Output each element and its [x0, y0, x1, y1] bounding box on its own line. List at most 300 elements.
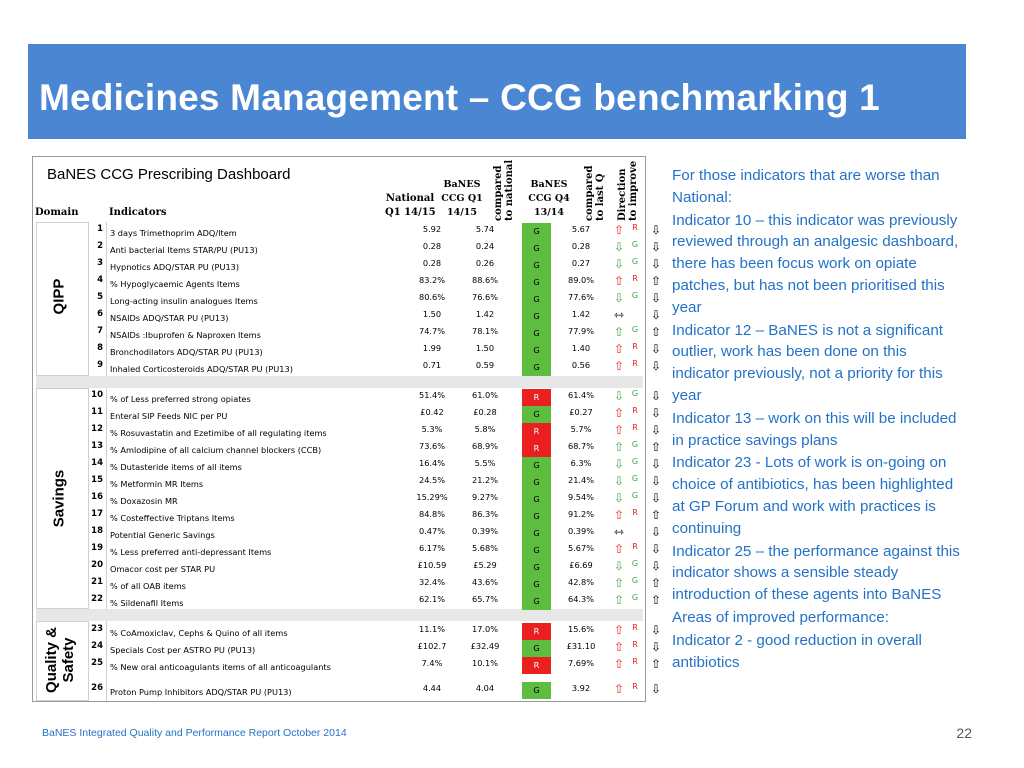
arrow-left-right-icon: ⇿	[613, 525, 625, 539]
indicator-number: 15	[91, 475, 103, 485]
header-banes-q4-line1: BaNES	[530, 179, 568, 190]
compared-last-q-flag: R	[632, 342, 638, 351]
table-row	[89, 274, 662, 291]
compared-last-q-flag: G	[631, 440, 639, 449]
banes-q1-value: 78.1%	[471, 326, 498, 336]
arrow-left-right-icon: ⇿	[613, 308, 625, 322]
arrow-up-icon: ⇧	[613, 682, 625, 696]
compared-last-q-flag: G	[631, 593, 639, 602]
banes-q4-value: 3.92	[571, 683, 591, 693]
header-banes-q4	[527, 178, 571, 220]
compared-last-q-flag: G	[631, 257, 639, 266]
banes-q1-value: 5.8%	[474, 424, 496, 434]
indicator-name: Hypnotics ADQ/STAR PU (PU13)	[110, 262, 240, 272]
indicator-name: % Amlodipine of all calcium channel blockers (CCB)	[110, 445, 322, 455]
table-row	[89, 474, 662, 491]
national-value: 73.6%	[418, 441, 445, 451]
title-banner	[28, 44, 966, 139]
banes-q1-value: 0.24	[475, 241, 495, 251]
header-compared-last-q-line2: to last Q	[595, 173, 606, 221]
compared-last-q-flag: G	[631, 291, 639, 300]
arrow-down-icon: ⇩	[613, 240, 625, 254]
banes-q4-value: 5.7%	[570, 424, 592, 434]
commentary-item: Indicator 2 - good reduction in overall antibiotics	[672, 631, 922, 671]
header-national	[385, 192, 435, 220]
banes-q4-value: £6.69	[569, 560, 593, 570]
table-row	[89, 423, 662, 440]
indicator-number: 22	[91, 594, 103, 604]
section-gap	[36, 609, 643, 621]
indicator-name: % New oral anticoagulants items of all anticoagulants	[110, 662, 331, 672]
compared-last-q-flag: R	[632, 223, 638, 232]
banes-q4-value: 0.39%	[567, 526, 594, 536]
compared-national-cell: R	[522, 657, 551, 674]
banes-q1-value: £32.49	[470, 641, 500, 651]
banes-q1-value: 9.27%	[471, 492, 498, 502]
arrow-down-icon: ⇩	[650, 240, 662, 254]
table-row	[89, 491, 662, 508]
compared-national-cell: G	[522, 542, 551, 559]
header-compared-last-q	[584, 166, 606, 221]
compared-last-q-flag: R	[632, 406, 638, 415]
table-row	[89, 440, 662, 457]
indicator-name: Enteral SIP Feeds NIC per PU	[110, 411, 228, 421]
compared-last-q-flag: R	[632, 682, 638, 691]
indicator-number: 6	[97, 309, 103, 319]
compared-national-cell: G	[522, 640, 551, 657]
arrow-up-icon: ⇧	[613, 223, 625, 237]
commentary	[672, 165, 964, 674]
compared-national-cell: G	[522, 559, 551, 576]
compared-last-q-flag: R	[632, 542, 638, 551]
arrow-down-icon: ⇩	[650, 623, 662, 637]
arrow-down-icon: ⇩	[650, 359, 662, 373]
banes-q4-value: 0.28	[571, 241, 591, 251]
banes-q4-value: 5.67	[571, 224, 591, 234]
arrow-up-icon: ⇧	[613, 359, 625, 373]
compared-last-q-flag: R	[632, 423, 638, 432]
arrow-up-icon: ⇧	[613, 657, 625, 671]
indicator-name: % Dutasteride items of all items	[110, 462, 242, 472]
footer-text: BaNES Integrated Quality and Performance Report October 2014	[42, 727, 347, 739]
banes-q1-value: £0.28	[473, 407, 497, 417]
arrow-up-icon: ⇧	[650, 593, 662, 607]
arrow-down-icon: ⇩	[613, 457, 625, 471]
header-direction-line1: Direction	[617, 168, 628, 221]
national-value: 5.92	[422, 224, 442, 234]
national-value: 0.47%	[418, 526, 445, 536]
arrow-up-icon: ⇧	[613, 640, 625, 654]
national-value: 62.1%	[418, 594, 445, 604]
arrow-down-icon: ⇩	[650, 406, 662, 420]
table-row	[89, 682, 662, 699]
indicator-name: Anti bacterial Items STAR/PU (PU13)	[110, 245, 258, 255]
arrow-up-icon: ⇧	[613, 440, 625, 454]
banes-q4-value: 89.0%	[567, 275, 594, 285]
national-value: 5.3%	[421, 424, 443, 434]
indicator-name: Long-acting insulin analogues Items	[110, 296, 258, 306]
compared-last-q-flag: G	[631, 325, 639, 334]
banes-q1-value: 5.74	[475, 224, 495, 234]
banes-q1-value: 1.50	[475, 343, 495, 353]
arrow-down-icon: ⇩	[650, 342, 662, 356]
banes-q1-value: 61.0%	[471, 390, 498, 400]
national-value: 11.1%	[418, 624, 445, 634]
arrow-down-icon: ⇩	[650, 542, 662, 556]
national-value: 0.28	[422, 258, 442, 268]
indicator-number: 23	[91, 624, 103, 634]
arrow-up-icon: ⇧	[650, 440, 662, 454]
indicator-name: % Sildenafil Items	[110, 598, 184, 608]
header-banes-q4-line2: CCG Q4	[528, 193, 570, 204]
table-row	[89, 623, 662, 640]
indicator-number: 18	[91, 526, 103, 536]
arrow-up-icon: ⇧	[650, 274, 662, 288]
arrow-down-icon: ⇩	[650, 682, 662, 696]
table-row	[89, 559, 662, 576]
national-value: 4.44	[422, 683, 442, 693]
banes-q4-value: 0.27	[571, 258, 591, 268]
arrow-up-icon: ⇧	[613, 342, 625, 356]
table-row	[89, 389, 662, 406]
banes-q4-value: 42.8%	[567, 577, 594, 587]
banes-q1-value: 0.59	[475, 360, 495, 370]
header-domain: Domain	[35, 207, 79, 218]
domain-quality-line1: Quality &	[43, 627, 60, 693]
banes-q4-value: 5.67%	[567, 543, 594, 553]
table-row	[89, 325, 662, 342]
header-national-line2: Q1 14/15	[385, 207, 436, 218]
arrow-up-icon: ⇧	[613, 274, 625, 288]
banes-q4-value: 6.3%	[570, 458, 592, 468]
indicator-name: Inhaled Corticosteroids ADQ/STAR PU (PU13)	[110, 364, 293, 374]
table-row	[89, 240, 662, 257]
domain-savings-label: Savings	[50, 469, 68, 528]
indicator-number: 24	[91, 641, 103, 651]
table-row	[89, 223, 662, 240]
compared-last-q-flag: R	[632, 623, 638, 632]
indicator-number: 1	[97, 224, 103, 234]
table-row	[89, 457, 662, 474]
national-value: £10.59	[417, 560, 447, 570]
compared-national-cell: G	[522, 576, 551, 593]
banes-q1-value: 0.39%	[471, 526, 498, 536]
table-row	[89, 291, 662, 308]
arrow-down-icon: ⇩	[613, 491, 625, 505]
compared-national-cell: G	[522, 457, 551, 474]
banes-q4-value: 68.7%	[567, 441, 594, 451]
arrow-down-icon: ⇩	[613, 389, 625, 403]
arrow-up-icon: ⇧	[613, 576, 625, 590]
national-value: 80.6%	[418, 292, 445, 302]
banes-q1-value: 10.1%	[471, 658, 498, 668]
arrow-down-icon: ⇩	[650, 308, 662, 322]
table-row	[89, 257, 662, 274]
domain-quality-safety-label	[43, 622, 77, 698]
banes-q4-value: 15.6%	[567, 624, 594, 634]
indicator-number: 25	[91, 658, 103, 668]
banes-q4-value: 61.4%	[567, 390, 594, 400]
commentary-item: For those indicators that are worse than National:	[672, 167, 940, 206]
compared-last-q-flag: R	[632, 508, 638, 517]
national-value: 51.4%	[418, 390, 445, 400]
indicator-number: 17	[91, 509, 103, 519]
indicator-number: 19	[91, 543, 103, 553]
banes-q1-value: 21.2%	[471, 475, 498, 485]
compared-last-q-flag: G	[631, 474, 639, 483]
compared-national-cell: G	[522, 223, 551, 240]
arrow-down-icon: ⇩	[650, 457, 662, 471]
indicator-name: NSAIDs ADQ/STAR PU (PU13)	[110, 313, 229, 323]
arrow-down-icon: ⇩	[650, 423, 662, 437]
banes-q4-value: £31.10	[566, 641, 596, 651]
banes-q1-value: 5.5%	[474, 458, 496, 468]
compared-last-q-flag: G	[631, 559, 639, 568]
banes-q1-value: 88.6%	[471, 275, 498, 285]
banes-q4-value: £0.27	[569, 407, 593, 417]
header-compared-last-q-line1: compared	[584, 165, 595, 221]
indicator-number: 12	[91, 424, 103, 434]
national-value: 7.4%	[421, 658, 443, 668]
indicator-number: 11	[91, 407, 103, 417]
banes-q4-value: 9.54%	[567, 492, 594, 502]
indicator-number: 7	[97, 326, 103, 336]
banes-q4-value: 7.69%	[567, 658, 594, 668]
table-row	[89, 657, 662, 674]
compared-last-q-flag: R	[632, 640, 638, 649]
slide-title: Medicines Management – CCG benchmarking 1	[39, 77, 880, 118]
compared-last-q-flag: G	[631, 491, 639, 500]
banes-q1-value: 17.0%	[471, 624, 498, 634]
header-banes-q1-line3: 14/15	[447, 207, 477, 218]
compared-national-cell: G	[522, 359, 551, 376]
arrow-down-icon: ⇩	[650, 291, 662, 305]
banes-q4-value: 64.3%	[567, 594, 594, 604]
compared-national-cell: G	[522, 593, 551, 610]
compared-national-cell: G	[522, 682, 551, 699]
indicator-number: 14	[91, 458, 103, 468]
national-value: 0.71	[422, 360, 442, 370]
indicator-number: 21	[91, 577, 103, 587]
header-direction-line2: to improve	[628, 160, 639, 221]
national-value: 15.29%	[416, 492, 448, 502]
banes-q1-value: 43.6%	[471, 577, 498, 587]
compared-national-cell: G	[522, 491, 551, 508]
banes-q1-value: 0.26	[475, 258, 495, 268]
table-row	[89, 593, 662, 610]
compared-national-cell: G	[522, 474, 551, 491]
indicator-number: 20	[91, 560, 103, 570]
table-row	[89, 342, 662, 359]
arrow-down-icon: ⇩	[650, 640, 662, 654]
table-row	[89, 508, 662, 525]
table-row	[89, 406, 662, 423]
banes-q4-value: 77.6%	[567, 292, 594, 302]
compared-national-cell: G	[522, 342, 551, 359]
indicator-name: % Rosuvastatin and Ezetimibe of all regulating items	[110, 428, 327, 438]
header-banes-q4-line3: 13/14	[534, 207, 564, 218]
indicator-name: Omacor cost per STAR PU	[110, 564, 216, 574]
banes-q4-value: 21.4%	[567, 475, 594, 485]
indicator-number: 2	[97, 241, 103, 251]
indicator-number: 8	[97, 343, 103, 353]
arrow-down-icon: ⇩	[613, 257, 625, 271]
arrow-down-icon: ⇩	[613, 559, 625, 573]
indicator-number: 26	[91, 683, 103, 693]
commentary-item: Indicator 12 – BaNES is not a significant outlier, work has been done on this indicator previously, not a priority for this year	[672, 321, 943, 404]
table-row	[89, 308, 662, 325]
arrow-down-icon: ⇩	[650, 491, 662, 505]
national-value: 16.4%	[418, 458, 445, 468]
compared-national-cell: G	[522, 325, 551, 342]
indicator-name: 3 days Trimethoprim ADQ/Item	[110, 228, 237, 238]
arrow-up-icon: ⇧	[650, 508, 662, 522]
header-compared-national-line2: to national	[504, 159, 515, 221]
arrow-down-icon: ⇩	[650, 389, 662, 403]
table-row	[89, 542, 662, 559]
header-indicators: Indicators	[109, 207, 167, 218]
section-gap	[36, 376, 643, 388]
compared-national-cell: G	[522, 308, 551, 325]
banes-q4-value: 0.56	[571, 360, 591, 370]
indicator-name: % Hypoglycaemic Agents Items	[110, 279, 240, 289]
indicator-name: Specials Cost per ASTRO PU (PU13)	[110, 645, 256, 655]
banes-q1-value: 86.3%	[471, 509, 498, 519]
arrow-up-icon: ⇧	[650, 325, 662, 339]
banes-q1-value: 68.9%	[471, 441, 498, 451]
indicator-name: Proton Pump Inhibitors ADQ/STAR PU (PU13)	[110, 687, 292, 697]
arrow-up-icon: ⇧	[613, 325, 625, 339]
table-row	[89, 640, 662, 657]
compared-last-q-flag: G	[631, 389, 639, 398]
national-value: 0.28	[422, 241, 442, 251]
compared-national-cell: R	[522, 440, 551, 457]
compared-national-cell: G	[522, 291, 551, 308]
indicator-number: 3	[97, 258, 103, 268]
arrow-up-icon: ⇧	[613, 406, 625, 420]
banes-q4-value: 1.42	[571, 309, 591, 319]
indicator-number: 5	[97, 292, 103, 302]
arrow-up-icon: ⇧	[613, 623, 625, 637]
arrow-down-icon: ⇩	[613, 291, 625, 305]
prescribing-dashboard	[32, 156, 662, 702]
banes-q1-value: £5.29	[473, 560, 497, 570]
national-value: 32.4%	[418, 577, 445, 587]
national-value: £0.42	[420, 407, 444, 417]
indicator-name: % Doxazosin MR	[110, 496, 178, 506]
compared-national-cell: G	[522, 525, 551, 542]
table-row	[89, 359, 662, 376]
arrow-down-icon: ⇩	[650, 559, 662, 573]
compared-national-cell: G	[522, 257, 551, 274]
commentary-item: Areas of improved performance:	[672, 608, 889, 626]
commentary-item: Indicator 13 – work on this will be included in practice savings plans	[672, 409, 957, 449]
compared-national-cell: G	[522, 240, 551, 257]
banes-q1-value: 1.42	[475, 309, 495, 319]
compared-national-cell: R	[522, 623, 551, 640]
national-value: £102.7	[417, 641, 447, 651]
dashboard-title: BaNES CCG Prescribing Dashboard	[47, 166, 291, 183]
banes-q1-value: 4.04	[475, 683, 495, 693]
banes-q4-value: 77.9%	[567, 326, 594, 336]
header-banes-q1	[440, 178, 484, 220]
indicator-name: Bronchodilators ADQ/STAR PU (PU13)	[110, 347, 263, 357]
domain-qipp-label: QIPP	[50, 278, 68, 315]
commentary-item: Indicator 23 - Lots of work is on-going on choice of antibiotics, has been highlighted at GP Forum and work with practices is continuing	[672, 454, 954, 537]
arrow-down-icon: ⇩	[650, 474, 662, 488]
arrow-up-icon: ⇧	[613, 423, 625, 437]
compared-national-cell: G	[522, 508, 551, 525]
arrow-up-icon: ⇧	[613, 542, 625, 556]
national-value: 74.7%	[418, 326, 445, 336]
national-value: 24.5%	[418, 475, 445, 485]
compared-last-q-flag: G	[631, 457, 639, 466]
indicator-name: % of Less preferred strong opiates	[110, 394, 251, 404]
table-row	[89, 576, 662, 593]
national-value: 1.50	[422, 309, 442, 319]
indicator-number: 16	[91, 492, 103, 502]
arrow-down-icon: ⇩	[650, 257, 662, 271]
arrow-up-icon: ⇧	[650, 657, 662, 671]
arrow-up-icon: ⇧	[613, 508, 625, 522]
national-value: 83.2%	[418, 275, 445, 285]
compared-national-cell: G	[522, 274, 551, 291]
page-number: 22	[956, 725, 972, 741]
banes-q1-value: 76.6%	[471, 292, 498, 302]
compared-national-cell: G	[522, 406, 551, 423]
indicator-name: % of all OAB items	[110, 581, 186, 591]
header-compared-national	[493, 160, 515, 221]
compared-national-cell: R	[522, 423, 551, 440]
header-national-line1: National	[385, 193, 435, 204]
compared-national-cell: R	[522, 389, 551, 406]
compared-last-q-flag: G	[631, 240, 639, 249]
national-value: 84.8%	[418, 509, 445, 519]
indicator-name: % Costeffective Triptans Items	[110, 513, 235, 523]
indicator-name: % Metformin MR Items	[110, 479, 204, 489]
arrow-down-icon: ⇩	[650, 223, 662, 237]
arrow-up-icon: ⇧	[613, 593, 625, 607]
header-direction	[617, 161, 639, 221]
indicator-number: 13	[91, 441, 103, 451]
arrow-down-icon: ⇩	[650, 525, 662, 539]
indicator-name: % Less preferred anti-depressant Items	[110, 547, 272, 557]
arrow-down-icon: ⇩	[613, 474, 625, 488]
indicator-name: Potential Generic Savings	[110, 530, 215, 540]
compared-last-q-flag: G	[631, 576, 639, 585]
compared-last-q-flag: R	[632, 274, 638, 283]
indicator-number: 10	[91, 390, 103, 400]
indicator-name: NSAIDs :Ibuprofen & Naproxen Items	[110, 330, 261, 340]
header-banes-q1-line1: BaNES	[443, 179, 481, 190]
header-banes-q1-line2: CCG Q1	[441, 193, 483, 204]
banes-q1-value: 65.7%	[471, 594, 498, 604]
banes-q4-value: 1.40	[571, 343, 591, 353]
indicator-name: % CoAmoxiclav, Cephs & Quino of all items	[110, 628, 288, 638]
banes-q4-value: 91.2%	[567, 509, 594, 519]
national-value: 6.17%	[418, 543, 445, 553]
compared-last-q-flag: R	[632, 657, 638, 666]
domain-quality-line2: Safety	[60, 637, 77, 683]
indicator-number: 9	[97, 360, 103, 370]
compared-last-q-flag: R	[632, 359, 638, 368]
banes-q1-value: 5.68%	[471, 543, 498, 553]
national-value: 1.99	[422, 343, 442, 353]
arrow-up-icon: ⇧	[650, 576, 662, 590]
commentary-item: Indicator 25 – the performance against this indicator shows a sensible steady introduction of these agents into BaNES	[672, 542, 960, 604]
table-row	[89, 525, 662, 542]
indicator-number: 4	[97, 275, 103, 285]
